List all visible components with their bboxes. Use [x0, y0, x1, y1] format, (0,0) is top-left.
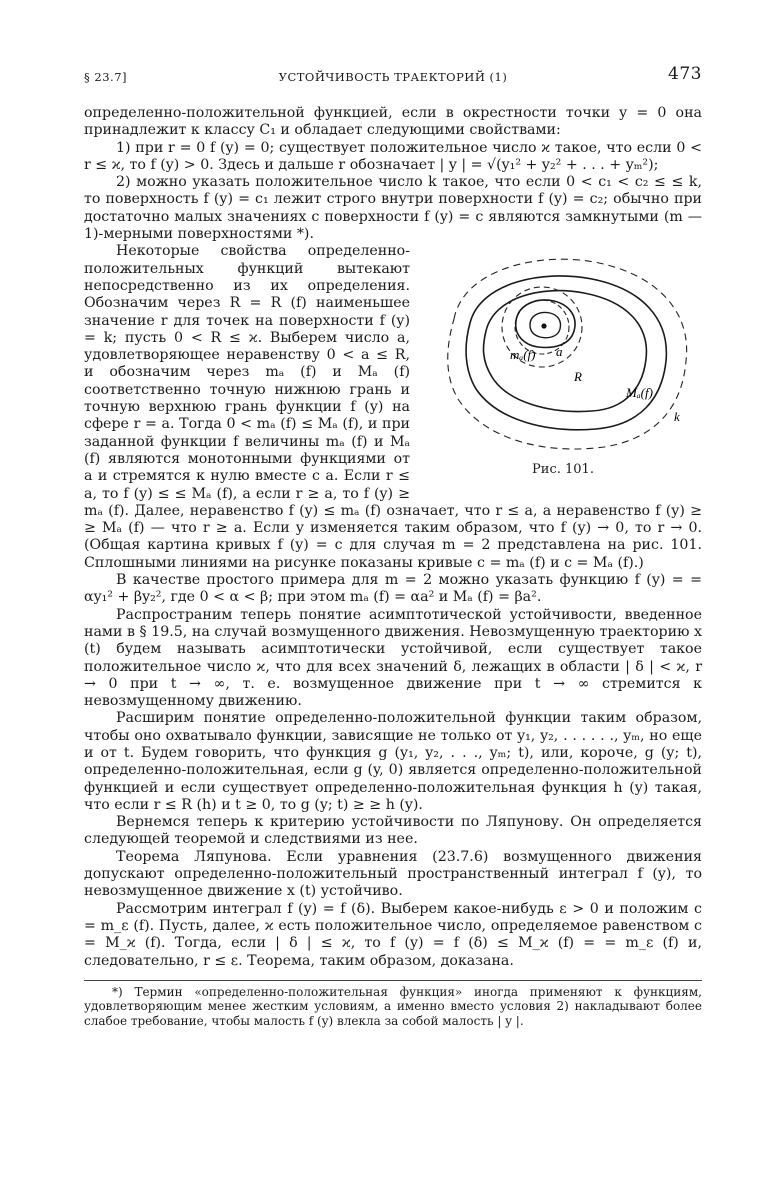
paragraph-property-2: 2) можно указать положительное число k такое, что если 0 < c₁ < c₂ ≤ ≤ k, то поверхность f (y) = c₁ лежит строго внутри поверхности f (y) = c₂; обычно при достаточно малых значениях c поверхности f (y) = c являются замкнутыми (m — 1)-мерными поверхностями *). [84, 174, 702, 243]
level-curves-diagram [424, 249, 702, 457]
running-title: УСТОЙЧИВОСТЬ ТРАЕКТОРИЙ (1) [278, 70, 508, 84]
label-Ma: Mₐ(f) [626, 385, 653, 401]
origin-point [541, 324, 546, 329]
paragraph-extension: Расширим понятие определенно-положительной функции таким образом, чтобы оно охватывало функции, зависящие не только от y₁, y₂, . . . . . ., yₘ, но еще и от t. Будем говорить, что функция g (y₁, y₂, . . ., yₘ; t), или, короче, g (y; t), определенно-положительная, если g (y, 0) является определенно-положительной функцией и если существует определенно-положительная функция h (y) такая, что если r ≤ R (h) и t ≥ 0, то g (y; t) ≥ ≥ h (y). [84, 710, 702, 813]
figure-101 [424, 249, 702, 489]
paragraph-criterion: Вернемся теперь к критерию устойчивости по Ляпунову. Он определяется следующей теоремой и следствиями из нее. [84, 814, 702, 848]
section-ref: § 23.7] [84, 70, 127, 84]
paragraph-asymptotic: Распространим теперь понятие асимптотической устойчивости, введенное нами в § 19.5, на случай возмущенного движения. Невозмущенную траекторию x (t) будем называть асимптотически устойчивой, если существует такое положительное число ϰ, что для всех значений δ, лежащих в области | δ | < ϰ, r → 0 при t → ∞, т. е. возмущенное движение при t → ∞ стремится к невозмущенному движению. [84, 606, 702, 710]
label-ma: mₐ(f) [510, 347, 536, 363]
label-k: k [674, 409, 680, 425]
paragraph-property-1: 1) при r = 0 f (y) = 0; существует положительное число ϰ такое, что если 0 < r ≤ ϰ, то f (y) > 0. Здесь и дальше r обозначает | y | = √(y₁² + y₂² + . . . + yₘ²); [84, 139, 702, 173]
running-header [84, 64, 702, 86]
label-a: a [556, 344, 563, 360]
label-R: R [574, 369, 582, 385]
main-text [84, 105, 702, 1028]
paragraph-properties: Некоторые свойства определенно-положительных функций вытекают непосредственно из их определения. Обозначим через R = R (f) наименьшее значение r для точек на поверхности f (y) = k; пусть 0 < R ≤ ϰ. Выберем число a, удовлетворяющее неравенству 0 < a ≤ R, и обозначим через mₐ (f) и Mₐ (f) соответственно точную нижнюю грань и точную верхнюю грань функции f (y) на сфере r = a. Тогда 0 < mₐ (f) ≤ Mₐ (f), и при заданной функции f величины mₐ (f) и Mₐ (f) являются монотонными функциями от a и стремятся к нулю вместе с a. Если r ≤ a, то f (y) ≤ ≤ Mₐ (f), а если r ≥ a, то f (y) ≥ mₐ (f). Далее, неравенство f (y) ≤ mₐ (f) означает, что r ≤ a, а неравенство f (y) ≥ ≥ Mₐ (f) — что r ≥ a. Если y изменяется таким образом, что f (y) → 0, то r → 0. (Общая картина кривых f (y) = c для случая m = 2 представлена на рис. 101. Сплошными линиями на рисунке показаны кривые c = mₐ (f) и c = Mₐ (f).) [84, 243, 702, 571]
paragraph-definition: определенно-положительной функцией, если в окрестности точки y = 0 она принадлежит к классу C₁ и обладает следующими свойствами: [84, 105, 702, 139]
curve-Ma [484, 291, 647, 412]
footnote-text: *) Термин «определенно-положительная функция» иногда применяют к функциям, удовлетворяющим менее жестким условиям, а именно вместо условия 2) накладывают более слабое требование, чтобы малость f (y) влекла за собой малость | y |. [84, 984, 702, 1028]
paragraph-proof: Рассмотрим интеграл f (y) = f (δ). Выберем какое-нибудь ε > 0 и положим c = m_ε (f). Пусть, далее, ϰ есть положительное число, определяемое равенством c = M_ϰ (f). Тогда, если | δ | ≤ ϰ, то f (y) = f (δ) ≤ M_ϰ (f) = = m_ε (f) и, следовательно, r ≤ ε. Теорема, таким образом, доказана. [84, 900, 702, 969]
curve-ma [516, 300, 575, 348]
page-number: 473 [668, 64, 702, 84]
footnote [84, 980, 702, 1029]
curve-k [466, 276, 666, 430]
paragraph-theorem: Теорема Ляпунова. Если уравнения (23.7.6) возмущенного движения допускают определенно-положительный пространственный интеграл f (y), то невозмущенное движение x (t) устойчиво. [84, 848, 702, 900]
paragraph-example: В качестве простого примера для m = 2 можно указать функцию f (y) = = αy₁² + βy₂², где 0 < α < β; при этом mₐ (f) = αa² и Mₐ (f) = βa². [84, 572, 702, 606]
figure-caption: Рис. 101. [532, 462, 594, 478]
